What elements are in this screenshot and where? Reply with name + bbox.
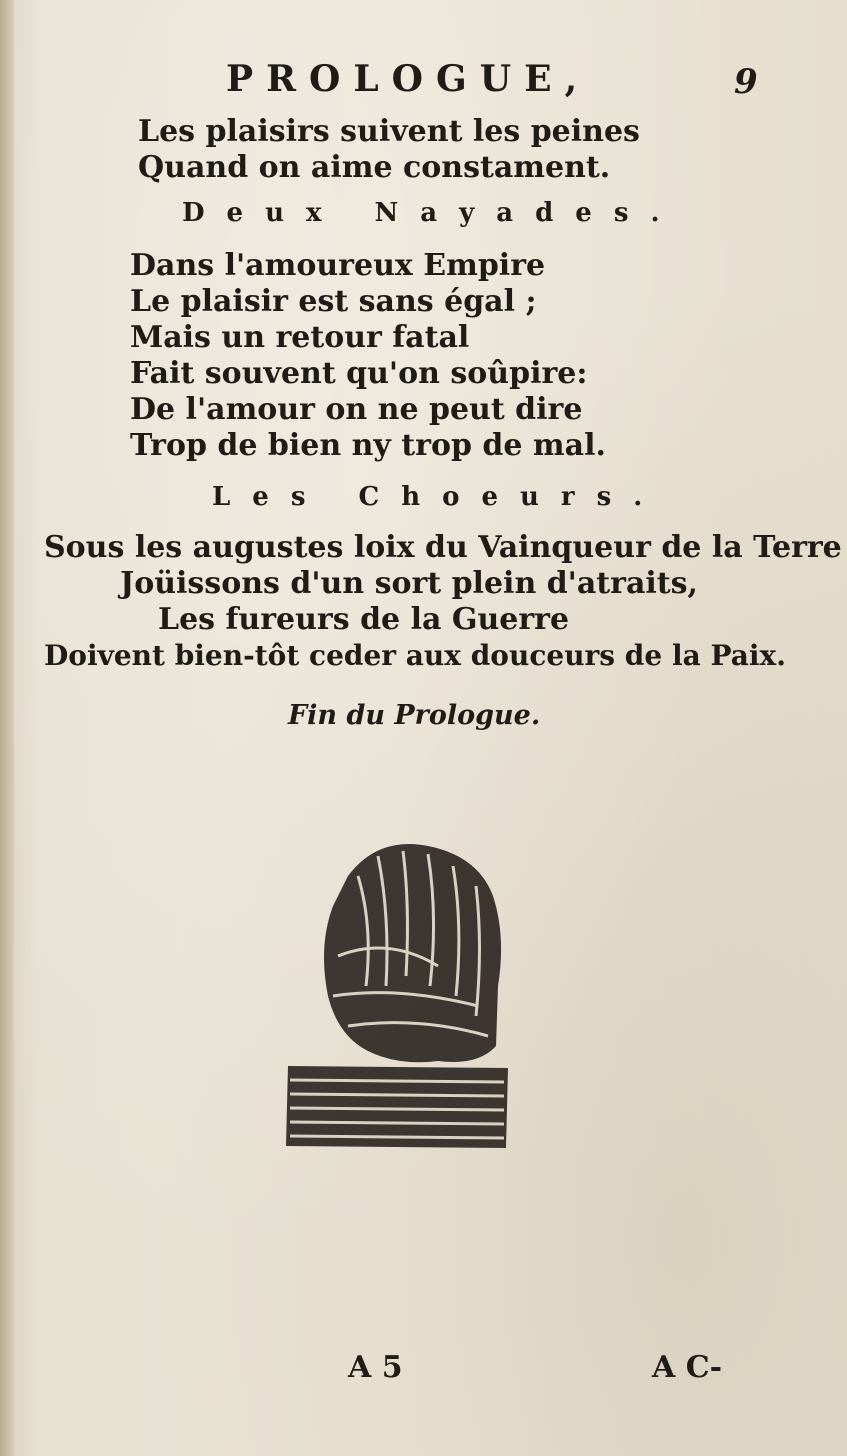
page-number: 9 xyxy=(734,62,758,102)
verse-line: Doivent bien-tôt ceder aux douceurs de la Paix. xyxy=(44,639,786,672)
verse-line: De l'amour on ne peut dire xyxy=(130,392,583,427)
verse-line: Dans l'amoureux Empire xyxy=(130,248,546,283)
verse-line: Quand on aime constament. xyxy=(138,150,611,185)
catchword: A C- xyxy=(652,1350,723,1385)
woodcut-vignette-icon xyxy=(278,836,510,1156)
speaker-heading: Deux Nayades. xyxy=(182,198,682,228)
binding-edge xyxy=(0,0,14,1456)
verse-line: Le plaisir est sans égal ; xyxy=(130,284,537,319)
signature-mark: A 5 xyxy=(348,1350,403,1385)
verse-line: Trop de bien ny trop de mal. xyxy=(130,428,606,463)
verse-line: Mais un retour fatal xyxy=(130,320,470,355)
verse-line: Les plaisirs suivent les peines xyxy=(138,114,640,149)
end-note: Fin du Prologue. xyxy=(288,700,541,731)
verse-line: Sous les augustes loix du Vainqueur de la Terre xyxy=(44,530,842,565)
verse-line: Fait souvent qu'on soûpire: xyxy=(130,356,588,391)
verse-line: Joüissons d'un sort plein d'atraits, xyxy=(120,566,698,601)
running-header: PROLOGUE, xyxy=(226,58,591,100)
speaker-heading: Les Choeurs. xyxy=(212,482,665,512)
verse-line: Les fureurs de la Guerre xyxy=(158,602,570,637)
